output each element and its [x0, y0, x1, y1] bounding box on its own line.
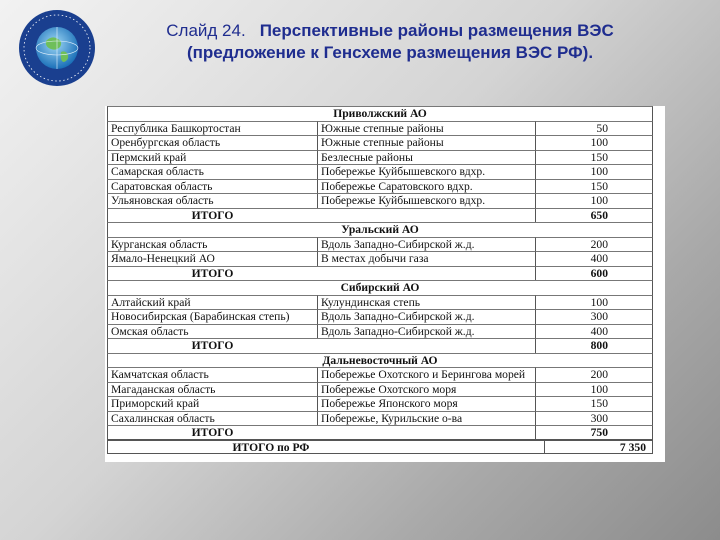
subject-cell: Магаданская область [107, 382, 317, 397]
slide-title-line2: (предложение к Генсхеме размещения ВЭС РФ). [186, 43, 594, 62]
capacity-cell: 300 [535, 309, 653, 324]
globe-logo-icon [13, 8, 101, 88]
area-cell: Безлесные районы [317, 150, 535, 165]
subject-cell: Оренбургская область [107, 135, 317, 150]
subject-cell: Республика Башкортостан [107, 121, 317, 136]
total-value: 750 [535, 425, 653, 440]
capacity-cell: 400 [535, 324, 653, 339]
table-row [107, 251, 653, 266]
capacity-cell: 150 [535, 179, 653, 194]
slide-title-text1: Перспективные районы размещения ВЭС [259, 21, 614, 40]
capacity-cell: 100 [535, 295, 653, 310]
area-cell: Кулундинская степь [317, 295, 535, 310]
data-table-sheet [105, 106, 665, 462]
capacity-cell: 150 [535, 150, 653, 165]
subject-cell: Ульяновская область [107, 193, 317, 208]
area-cell: Южные степные районы [317, 121, 535, 136]
total-value: 800 [535, 338, 653, 353]
subject-cell: Сахалинская область [107, 411, 317, 426]
table-row [107, 237, 653, 252]
wind-farm-table [107, 106, 653, 454]
total-row [107, 266, 653, 281]
subject-cell: Пермский край [107, 150, 317, 165]
area-cell: Побережье Саратовского вдхр. [317, 179, 535, 194]
subject-cell: Курганская область [107, 237, 317, 252]
table-row [107, 396, 653, 411]
area-cell: Вдоль Западно-Сибирской ж.д. [317, 309, 535, 324]
area-cell: Побережье Японского моря [317, 396, 535, 411]
area-cell: Вдоль Западно-Сибирской ж.д. [317, 324, 535, 339]
region-header: Уральский АО [107, 222, 653, 237]
subject-cell: Самарская область [107, 164, 317, 179]
table-row [107, 309, 653, 324]
capacity-cell: 100 [535, 135, 653, 150]
capacity-cell: 100 [535, 382, 653, 397]
area-cell: Побережье Охотского и Берингова морей [317, 367, 535, 382]
region-header: Сибирский АО [107, 280, 653, 295]
capacity-cell: 400 [535, 251, 653, 266]
area-cell: Вдоль Западно-Сибирской ж.д. [317, 237, 535, 252]
table-row [107, 179, 653, 194]
table-row [107, 382, 653, 397]
total-row [107, 338, 653, 353]
grand-total-label: ИТОГО по РФ [107, 440, 544, 455]
table-row [107, 121, 653, 136]
total-value: 650 [535, 208, 653, 223]
area-cell: Побережье Охотского моря [317, 382, 535, 397]
capacity-cell: 200 [535, 367, 653, 382]
total-row [107, 425, 653, 440]
capacity-cell: 50 [535, 121, 653, 136]
grand-total-value: 7 350 [544, 440, 653, 455]
table-row [107, 324, 653, 339]
capacity-cell: 100 [535, 193, 653, 208]
region-header: Дальневосточный АО [107, 353, 653, 368]
area-cell: Побережье, Курильские о-ва [317, 411, 535, 426]
grand-total-row [107, 440, 653, 455]
table-row [107, 295, 653, 310]
total-label: ИТОГО [107, 338, 317, 353]
area-cell: Побережье Куйбышевского вдхр. [317, 164, 535, 179]
capacity-cell: 100 [535, 164, 653, 179]
capacity-cell: 300 [535, 411, 653, 426]
total-row [107, 208, 653, 223]
area-cell: Побережье Куйбышевского вдхр. [317, 193, 535, 208]
capacity-cell: 150 [535, 396, 653, 411]
table-row [107, 164, 653, 179]
table-row [107, 150, 653, 165]
total-label: ИТОГО [107, 208, 317, 223]
slide-title-line1 [110, 20, 670, 42]
subject-cell: Новосибирская (Барабинская степь) [107, 309, 317, 324]
subject-cell: Омская область [107, 324, 317, 339]
slide-title [110, 20, 670, 64]
slide-number: Слайд 24. [166, 21, 246, 40]
subject-cell: Алтайский край [107, 295, 317, 310]
subject-cell: Приморский край [107, 396, 317, 411]
capacity-cell: 200 [535, 237, 653, 252]
subject-cell: Камчатская область [107, 367, 317, 382]
region-header: Приволжский АО [107, 106, 653, 121]
subject-cell: Саратовская область [107, 179, 317, 194]
total-label: ИТОГО [107, 425, 317, 440]
subject-cell: Ямало-Ненецкий АО [107, 251, 317, 266]
total-value: 600 [535, 266, 653, 281]
table-row [107, 135, 653, 150]
total-label: ИТОГО [107, 266, 317, 281]
table-row [107, 367, 653, 382]
table-row [107, 411, 653, 426]
area-cell: В местах добычи газа [317, 251, 535, 266]
table-row [107, 193, 653, 208]
area-cell: Южные степные районы [317, 135, 535, 150]
